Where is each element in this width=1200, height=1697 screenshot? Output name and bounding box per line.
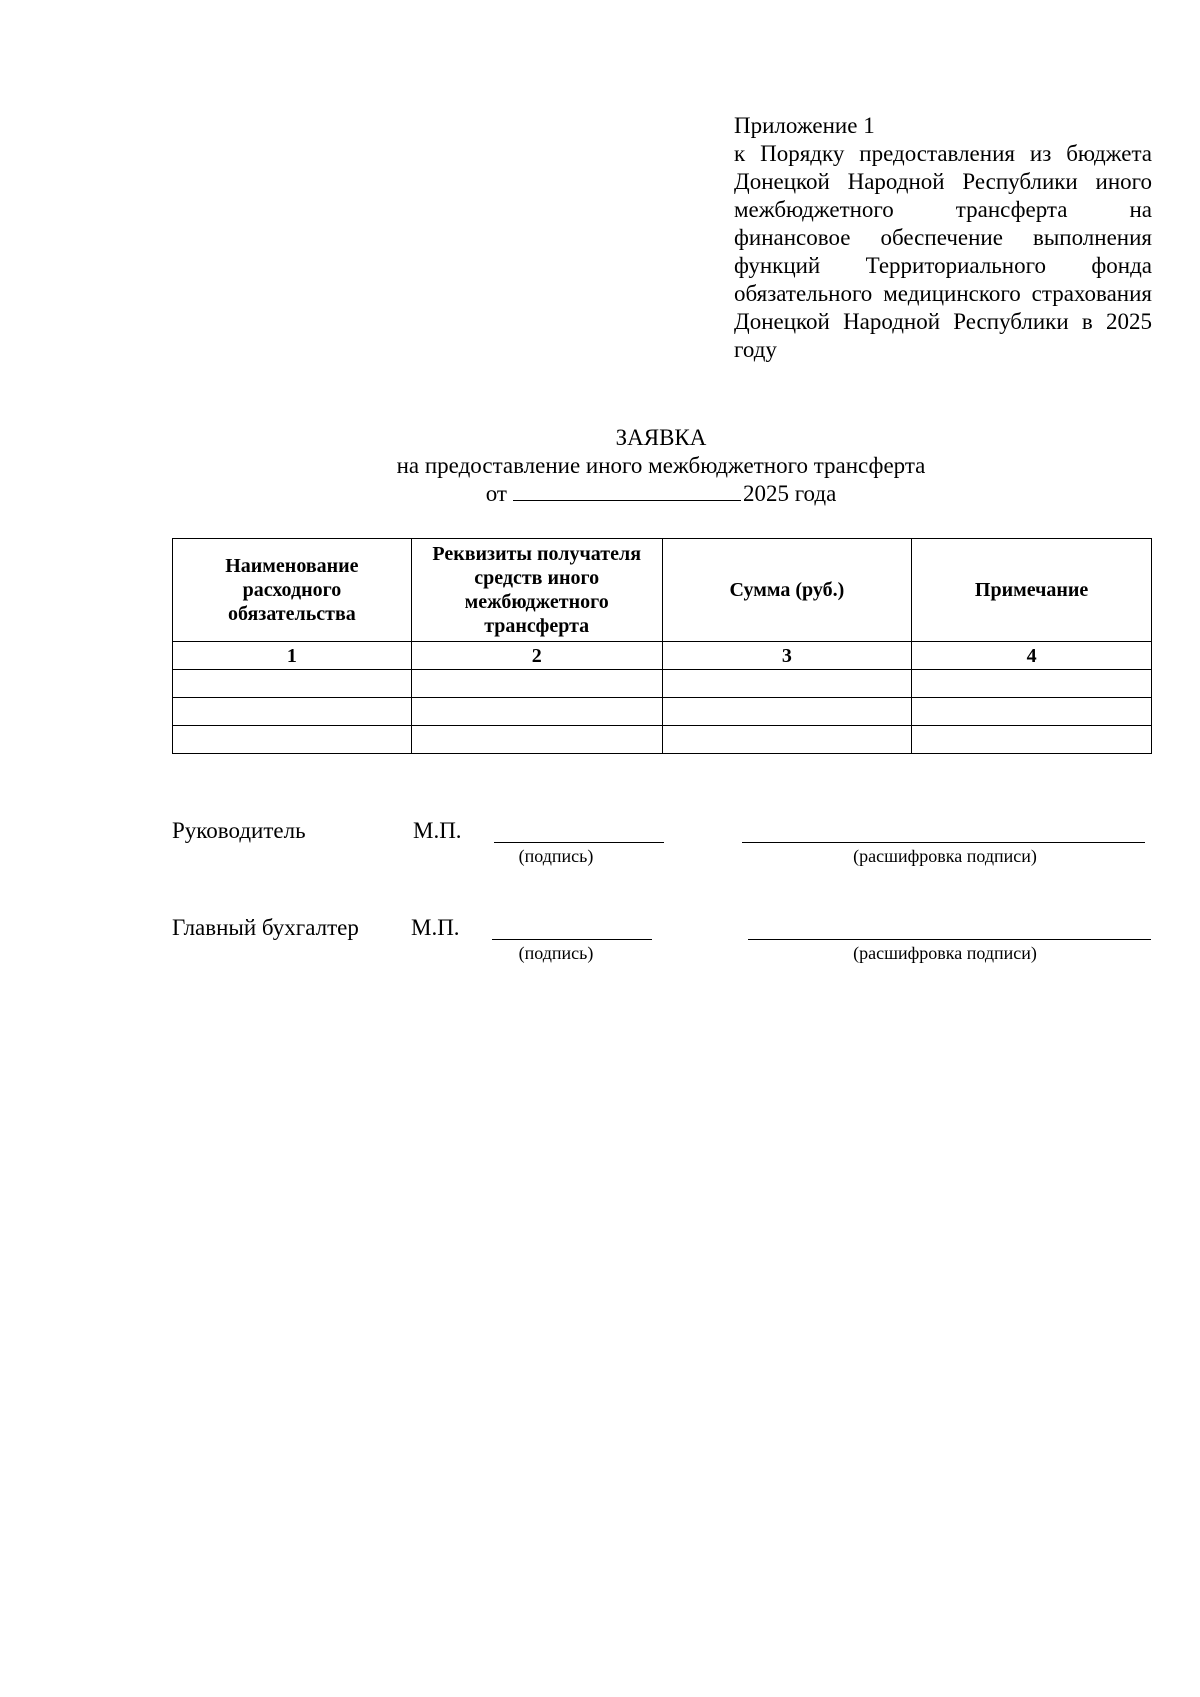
- header-amount: Сумма (руб.): [662, 539, 912, 642]
- table-header-row: [173, 539, 1152, 642]
- accountant-sign-caption: (подпись): [518, 943, 594, 963]
- head-signature-field[interactable]: [494, 842, 664, 843]
- table-cell[interactable]: [912, 698, 1152, 726]
- table-cell[interactable]: [662, 670, 912, 698]
- date-prefix: от: [485, 481, 507, 506]
- table-cell[interactable]: [662, 698, 912, 726]
- request-table: [172, 538, 1152, 754]
- table-cell[interactable]: [411, 698, 662, 726]
- table-number-row: [173, 642, 1152, 670]
- table-row: [173, 698, 1152, 726]
- document-subtitle: на предоставление иного межбюджетного трансферта: [396, 453, 926, 478]
- header-expense-obligation: Наименование расходного обязательства: [173, 539, 412, 642]
- accountant-title: Главный бухгалтер: [172, 915, 359, 940]
- document-title: ЗАЯВКА: [615, 425, 707, 450]
- accountant-stamp: М.П.: [411, 915, 460, 940]
- accountant-signature-field[interactable]: [492, 939, 652, 940]
- date-suffix: 2025 года: [742, 481, 837, 506]
- head-signature-decode-field[interactable]: [742, 842, 1145, 843]
- column-number: 2: [411, 642, 662, 670]
- head-sign-caption: (подпись): [518, 846, 594, 866]
- column-number: 3: [662, 642, 912, 670]
- table-cell[interactable]: [173, 698, 412, 726]
- head-stamp: М.П.: [413, 818, 462, 843]
- table-cell[interactable]: [912, 726, 1152, 754]
- head-title: Руководитель: [172, 818, 306, 843]
- table-row: [173, 670, 1152, 698]
- annex-block: [734, 112, 1152, 364]
- table-cell[interactable]: [173, 670, 412, 698]
- table-cell[interactable]: [912, 670, 1152, 698]
- table-row: [173, 726, 1152, 754]
- column-number: 1: [173, 642, 412, 670]
- date-blank-field[interactable]: [513, 480, 741, 501]
- column-number: 4: [912, 642, 1152, 670]
- table-cell[interactable]: [411, 726, 662, 754]
- date-line: [486, 480, 837, 508]
- annex-title: Приложение 1: [734, 113, 875, 138]
- accountant-signature-decode-field[interactable]: [748, 939, 1151, 940]
- head-decode-caption: (расшифровка подписи): [853, 846, 1037, 866]
- table-cell[interactable]: [411, 670, 662, 698]
- accountant-decode-caption: (расшифровка подписи): [853, 943, 1037, 963]
- document-heading: [170, 424, 1152, 508]
- header-note: Примечание: [912, 539, 1152, 642]
- annex-text: к Порядку предоставления из бюджета Донецкой Народной Республики иного межбюджетного трансферта на финансовое обеспечение выполнения функций Территориального фонда обязательного медицинского страхования Донецкой Народной Республики в 2025 году: [734, 141, 1152, 362]
- header-recipient-details: Реквизиты получателя средств иного межбюджетного трансферта: [411, 539, 662, 642]
- table-cell[interactable]: [662, 726, 912, 754]
- table-cell[interactable]: [173, 726, 412, 754]
